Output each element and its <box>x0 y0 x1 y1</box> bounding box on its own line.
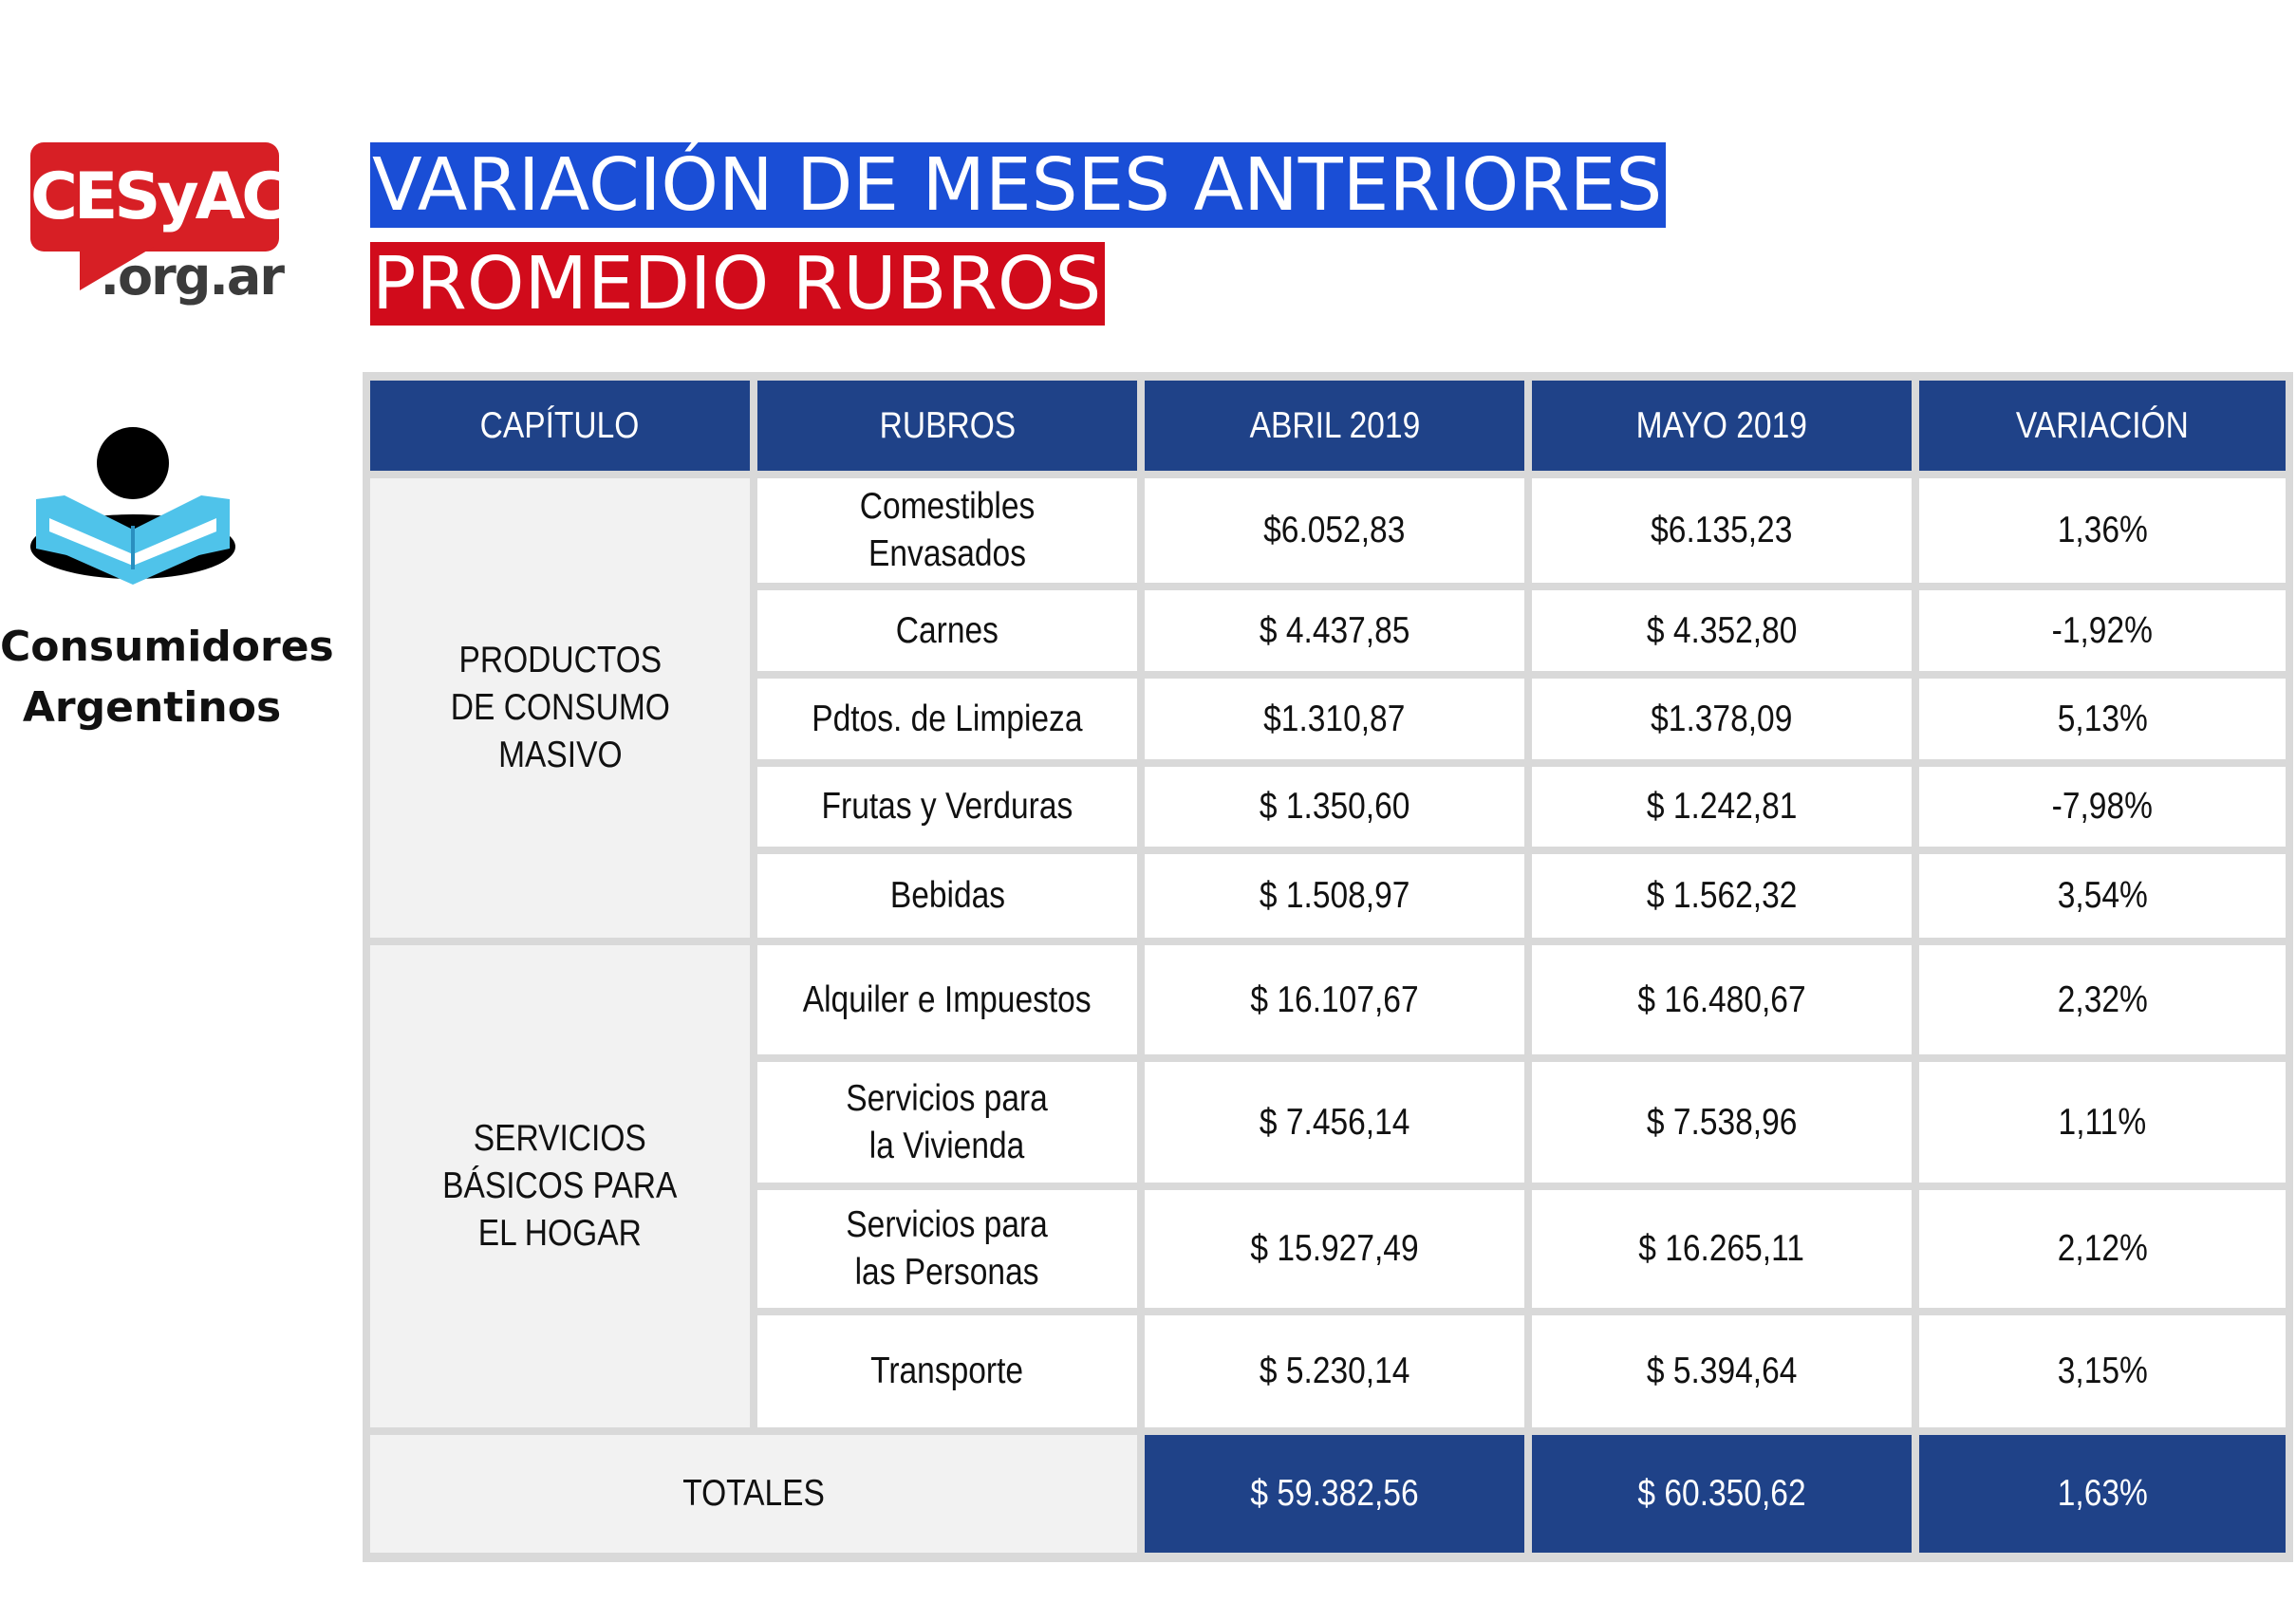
variacion-cell: -1,92% <box>1919 590 2286 671</box>
capitulo-servicios: SERVICIOS BÁSICOS PARA EL HOGAR <box>370 945 750 1427</box>
consumidores-argentinos-logo <box>0 427 334 740</box>
mayo-cell: $ 5.394,64 <box>1532 1315 1912 1427</box>
reader-book-icon <box>27 427 245 612</box>
abril-cell: $ 5.230,14 <box>1145 1315 1524 1427</box>
rubro-cell: Alquiler e Impuestos <box>757 945 1137 1054</box>
variacion-cell: 2,32% <box>1919 945 2286 1054</box>
abril-cell: $1.310,87 <box>1145 679 1524 759</box>
total-abril: $ 59.382,56 <box>1145 1435 1524 1553</box>
rubro-cell: Servicios para la Vivienda <box>757 1062 1137 1183</box>
mayo-cell: $ 4.352,80 <box>1532 590 1912 671</box>
header-abril: ABRIL 2019 <box>1145 381 1524 471</box>
variacion-cell: 5,13% <box>1919 679 2286 759</box>
mayo-cell: $ 1.242,81 <box>1532 767 1912 847</box>
variacion-cell: 3,54% <box>1919 854 2286 938</box>
variacion-cell: 3,15% <box>1919 1315 2286 1427</box>
mayo-cell: $1.378,09 <box>1532 679 1912 759</box>
rubro-cell: Comestibles Envasados <box>757 478 1137 583</box>
abril-cell: $ 15.927,49 <box>1145 1190 1524 1308</box>
totales-label: TOTALES <box>370 1435 1137 1553</box>
abril-cell: $ 4.437,85 <box>1145 590 1524 671</box>
logo-domain: .org.ar <box>100 247 283 307</box>
abril-cell: $ 7.456,14 <box>1145 1062 1524 1183</box>
mayo-cell: $ 16.480,67 <box>1532 945 1912 1054</box>
header-capitulo: CAPÍTULO <box>370 381 750 471</box>
consumidores-argentinos-name <box>0 617 334 738</box>
mayo-cell: $6.135,23 <box>1532 478 1912 583</box>
capitulo-productos: PRODUCTOS DE CONSUMO MASIVO <box>370 478 750 938</box>
cesyac-logo <box>30 142 286 307</box>
rubro-cell: Pdtos. de Limpieza <box>757 679 1137 759</box>
logo-line-2: Argentinos <box>22 683 282 732</box>
variacion-cell: -7,98% <box>1919 767 2286 847</box>
rubro-cell: Carnes <box>757 590 1137 671</box>
variacion-cell: 2,12% <box>1919 1190 2286 1308</box>
rubro-cell: Transporte <box>757 1315 1137 1427</box>
header-rubros: RUBROS <box>757 381 1137 471</box>
header-variacion: VARIACIÓN <box>1919 381 2286 471</box>
logo-line-1: Consumidores <box>0 623 334 671</box>
total-mayo: $ 60.350,62 <box>1532 1435 1912 1553</box>
abril-cell: $ 16.107,67 <box>1145 945 1524 1054</box>
rubro-cell: Bebidas <box>757 854 1137 938</box>
abril-cell: $ 1.350,60 <box>1145 767 1524 847</box>
page-title: VARIACIÓN DE MESES ANTERIORES <box>370 142 1666 228</box>
total-variacion: 1,63% <box>1919 1435 2286 1553</box>
logo-name: CESyAC <box>30 159 286 234</box>
rubro-cell: Servicios para las Personas <box>757 1190 1137 1308</box>
mayo-cell: $ 1.562,32 <box>1532 854 1912 938</box>
mayo-cell: $ 16.265,11 <box>1532 1190 1912 1308</box>
variacion-cell: 1,11% <box>1919 1062 2286 1183</box>
abril-cell: $ 1.508,97 <box>1145 854 1524 938</box>
page-subtitle: PROMEDIO RUBROS <box>370 242 1105 326</box>
variacion-cell: 1,36% <box>1919 478 2286 583</box>
rubros-table <box>363 372 2293 1562</box>
header-mayo: MAYO 2019 <box>1532 381 1912 471</box>
mayo-cell: $ 7.538,96 <box>1532 1062 1912 1183</box>
rubro-cell: Frutas y Verduras <box>757 767 1137 847</box>
abril-cell: $6.052,83 <box>1145 478 1524 583</box>
